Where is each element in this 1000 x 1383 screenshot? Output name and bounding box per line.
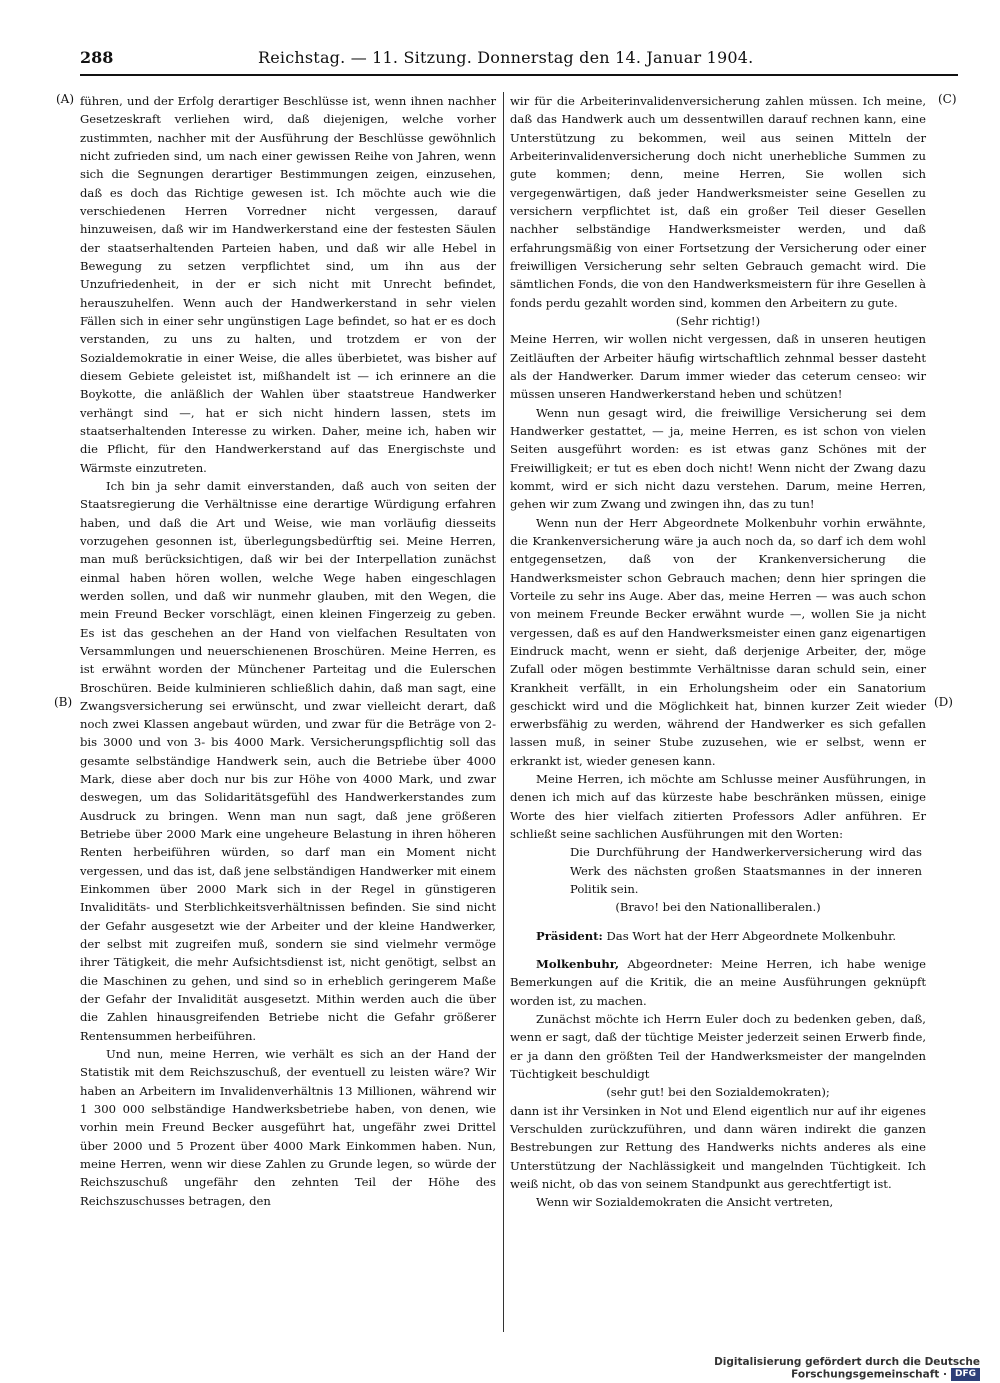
paragraph: Zunächst möchte ich Herrn Euler doch zu bedenken geben, daß, wenn er sagt, daß der tüchtige Meister jederzeit seinen Erwerb finde, er ja dann den größten Teil der Handwerksmeister der mangelnden Tüchtigkeit beschuldigt: [510, 1012, 926, 1082]
paragraph: Meine Herren, wir wollen nicht vergessen, daß in unseren heutigen Zeitläuften der Arbeiter häufig wirtschaftlich zehnmal besser dasteht als der Handwerker. Darum immer wieder das ceterum censeo: wir müssen unseren Handwerkerstand heben und schützen!: [510, 332, 926, 402]
paragraph: Und nun, meine Herren, wie verhält es sich an der Hand der Statistik mit dem Reichszuschuß, der eventuell zu leisten wäre? Wir haben an Arbeitern im Invalidenverhältnis 13 Millionen, während wir 1 300 000 selbständige Handwerksbetriebe haben, von denen, wie vorhin mein Freund Becker ausgeführt hat, ungefähr zwei Drittel über 2000 und 5 Prozent über 4000 Mark Einkommen haben. Nun, meine Herren, wenn wir diese Zahlen zu Grunde legen, so würde der Reichszuschuß ungefähr den zehnten Teil der Höhe des Reichszuschusses betragen, den: [80, 1047, 496, 1208]
funding-note: Digitalisierung gefördert durch die Deutsche Forschungsgemeinschaft ·: [714, 1356, 980, 1381]
margin-mark-d: (D): [934, 695, 953, 709]
paragraph: dann ist ihr Versinken in Not und Elend eigentlich nur auf ihr eigenes Verschulden zurückzuführen, und dann wären indirekt die ganzen Bestrebungen zur Rettung des Handwerks nichts anderes als eine Unterstützung der Nachlässigkeit und mangelnden Tüchtigkeit. Ich weiß nicht, ob das von seinem Standpunkt aus gerechtfertigt ist.: [510, 1103, 926, 1192]
running-title: Reichstag. — 11. Sitzung. Donnerstag den 14. Januar 1904.: [258, 48, 754, 67]
paragraph: Wenn nun der Herr Abgeordnete Molkenbuhr vorhin erwähnte, die Krankenversicherung wäre ja auch noch da, so darf ich dem wohl entgegensetzen, daß von der Krankenversicherung die Handwerksmeister schon Gebrauch machen; denn hier springen die Vorteile zu sehr ins Auge. Aber das, meine Herren — was auch schon von meinem Freunde Becker erwähnt wurde —, wollen Sie ja nicht vergessen, daß es auf den Handwerksmeister einen ganz eigenartigen Eindruck macht, wenn er sieht, daß derjenige Arbeiter, der, möge Zufall oder mögen bestimmte Verhältnisse daran schuld sein, einer Krankheit verfällt, in ein Erholungsheim oder ein Sanatorium geschickt wird und die Möglichkeit hat, binnen kurzer Zeit wieder erwerbsfähig zu werden, während der Handwerker es sich gefallen lassen muß, in seiner Stube zuzusehen, wie er selbst, wenn er erkrankt ist, wieder genesen kann.: [510, 515, 926, 768]
quotation: Die Durchführung der Handwerkerversicherung wird das Werk des nächsten großen Staatsmannes in der inneren Politik sein.: [570, 845, 922, 897]
page-number: 288: [80, 48, 114, 67]
left-column: [80, 92, 496, 1210]
margin-mark-b: (B): [54, 695, 73, 709]
paragraph: Meine Herren, ich möchte am Schlusse meiner Ausführungen, in denen ich mich auf das kürzeste habe beschränken müssen, einige Worte des hier vielfach zitierten Professors Adler anführen. Er schließt seine sachlichen Ausführungen mit den Worten:: [510, 772, 926, 842]
speaker-name: Molkenbuhr,: [536, 957, 620, 972]
speaker-name: Präsident:: [536, 928, 603, 943]
dfg-logo: DFG: [951, 1368, 980, 1381]
paragraph: wir für die Arbeiterinvalidenversicherung zahlen müssen. Ich meine, daß das Handwerk auch um dessentwillen darauf rechnen kann, eine Unterstützung zu bekommen, weil aus seinen Mitteln der Arbeiterinvalidenversicherung doch nicht unerhebliche Summen zu gute kommen; denn, meine Herren, Sie wollen sich vergegenwärtigen, daß jeder Handwerksmeister seine Gesellen zu versichern verpflichtet ist, daß ein großer Teil dieser Gesellen nachher selbständige Handwerksmeister werden, und daß erfahrungsmäßig von einer Fortsetzung der Versicherung oder einer freiwilligen Versicherung sehr selten Gebrauch gemacht wird. Die sämtlichen Fonds, die von den Handwerksmeistern für ihre Gesellen à fonds perdu gezahlt worden sind, kommen den Arbeitern zu gute.: [510, 94, 926, 310]
header-rule: [80, 74, 958, 76]
page-header: [80, 48, 960, 72]
speaker-paragraph: [510, 927, 926, 945]
interjection: (Bravo! bei den Nationalliberalen.): [615, 900, 821, 915]
margin-mark-a: (A): [56, 92, 75, 106]
column-divider: [503, 92, 504, 1332]
paragraph: führen, und der Erfolg derartiger Beschlüsse ist, wenn ihnen nachher Gesetzeskraft verliehen wird, daß diejenigen, welche vorher zustimmten, nachher mit der Ausführung der Beschlüsse gewöhnlich nicht zufrieden sind, um nach einer gewissen Reihe von Jahren, wenn sich die Segnungen derartiger Bestimmungen zeigen, einzusehen, daß es doch das Richtige gewesen ist. Ich möchte auch wie die verschiedenen Herren Vorredner nicht vergessen, darauf hinzuweisen, daß wir im Handwerkerstand eine der festesten Säulen der staatserhaltenden Parteien haben, und daß wir alle Hebel in Bewegung zu setzen verpflichtet sind, um ihn aus der Unzufriedenheit, in der er sich nicht mit Unrecht befindet, herauszuhelfen. Wenn auch der Handwerkerstand in sehr vielen Fällen sich in einer sehr ungünstigen Lage befindet, so hat er es doch verstanden, zu uns zu halten, und trotzdem er von der Sozialdemokratie in einer Weise, die alles überbietet, was bisher auf diesem Gebiete geleistet ist, mißhandelt ist — ich erinnere an die Boykotte, die anläßlich der Wahlen über staatstreue Handwerker verhängt sind —, hat er sich nicht hindern lassen, stets im staatserhaltenden Interesse zu wirken. Daher, meine ich, haben wir die Pflicht, für den Handwerkerstand auf das Energischste und Wärmste einzutreten.: [80, 94, 496, 475]
interjection: (sehr gut! bei den Sozialdemokraten);: [606, 1085, 830, 1100]
paragraph: Ich bin ja sehr damit einverstanden, daß auch von seiten der Staatsregierung die Verhältnisse eine derartige Würdigung erfahren haben, und daß die Art und Weise, wie man vorläufig diesseits vorzugehen gesonnen ist, überlegungsbedürftig sei. Meine Herren, man muß berücksichtigen, daß wir bei der Interpellation zunächst einmal haben hören wollen, welche Wege haben eingeschlagen werden sollen, und daß wir nunmehr glauben, mit den Wegen, die mein Freund Becker vorschlägt, einen kleinen Fingerzeig zu geben. Es ist das geschehen an der Hand von vielfachen Resultaten von Versammlungen und neuerschienenen Broschüren. Meine Herren, es ist erwähnt worden der Münchener Parteitag und die Eulerschen Broschüren. Beide kulminieren schließlich dahin, daß man sagt, eine Zwangsversicherung sei erwünscht, und zwar vielleicht derart, daß noch zwei Klassen angebaut würden, und zwar für die Beträge von 2- bis 3000 und von 3- bis 4000 Mark. Versicherungspflichtig soll das gesamte selbständige Handwerk sein, auch die Betriebe über 4000 Mark, diese aber doch nur bis zur Höhe von 4000 Mark, und zwar deswegen, um das Solidaritätsgefühl des Handwerkerstandes zum Ausdruck zu bringen. Wenn man nun sagt, daß jene größeren Betriebe über 2000 Mark eine ungeheure Belastung in ihren höheren Renten herbeiführen würden, so darf man ein Moment nicht vergessen, und das ist, daß jene selbständigen Handwerker mit einem Einkommen über 2000 Mark sich in der Regel in günstigeren Invaliditäts- und Sterblichkeitsverhältnissen befinden. Sie sind nicht der Gefahr ausgesetzt wie der Arbeiter und der kleine Handwerker, der selbst mit zugreifen muß, sondern sie sind vielmehr vermöge ihrer Tätigkeit, die mehr Aufsichtsdienst ist, nicht genötigt, selbst an die Maschinen zu gehen, und sind so in erheblich geringerem Maße der Gefahr der Invalidität ausgesetzt. Mithin werden auch die über die Zahlen hinausgreifenden Betriebe nicht die Gefahr größerer Rentensummen herbeiführen.: [80, 478, 496, 1043]
paragraph: Wenn nun gesagt wird, die freiwillige Versicherung sei dem Handwerker gestattet, — ja, meine Herren, es ist schon von vielen Seiten ausgeführt worden: es ist etwas ganz Schönes mit der Freiwilligkeit; er tut es eben doch nicht! Wenn nicht der Zwang dazu kommt, wird er sich nicht dazu verstehen. Darum, meine Herren, gehen wir zum Zwang und zwingen ihn, das zu tun!: [510, 405, 926, 512]
margin-mark-c: (C): [938, 92, 957, 106]
speaker-text: Abgeordneter: Meine Herren, ich habe wenige Bemerkungen auf die Kritik, die an meine Ausführungen geknüpft worden ist, zu machen.: [510, 957, 927, 1008]
speaker-text: Das Wort hat der Herr Abgeordnete Molkenbuhr.: [606, 928, 897, 943]
speaker-paragraph: [510, 955, 926, 1010]
digitization-footer: [600, 1356, 980, 1381]
right-column: [510, 92, 926, 1212]
interjection: (Sehr richtig!): [675, 313, 761, 328]
paragraph: Wenn wir Sozialdemokraten die Ansicht vertreten,: [536, 1195, 834, 1210]
